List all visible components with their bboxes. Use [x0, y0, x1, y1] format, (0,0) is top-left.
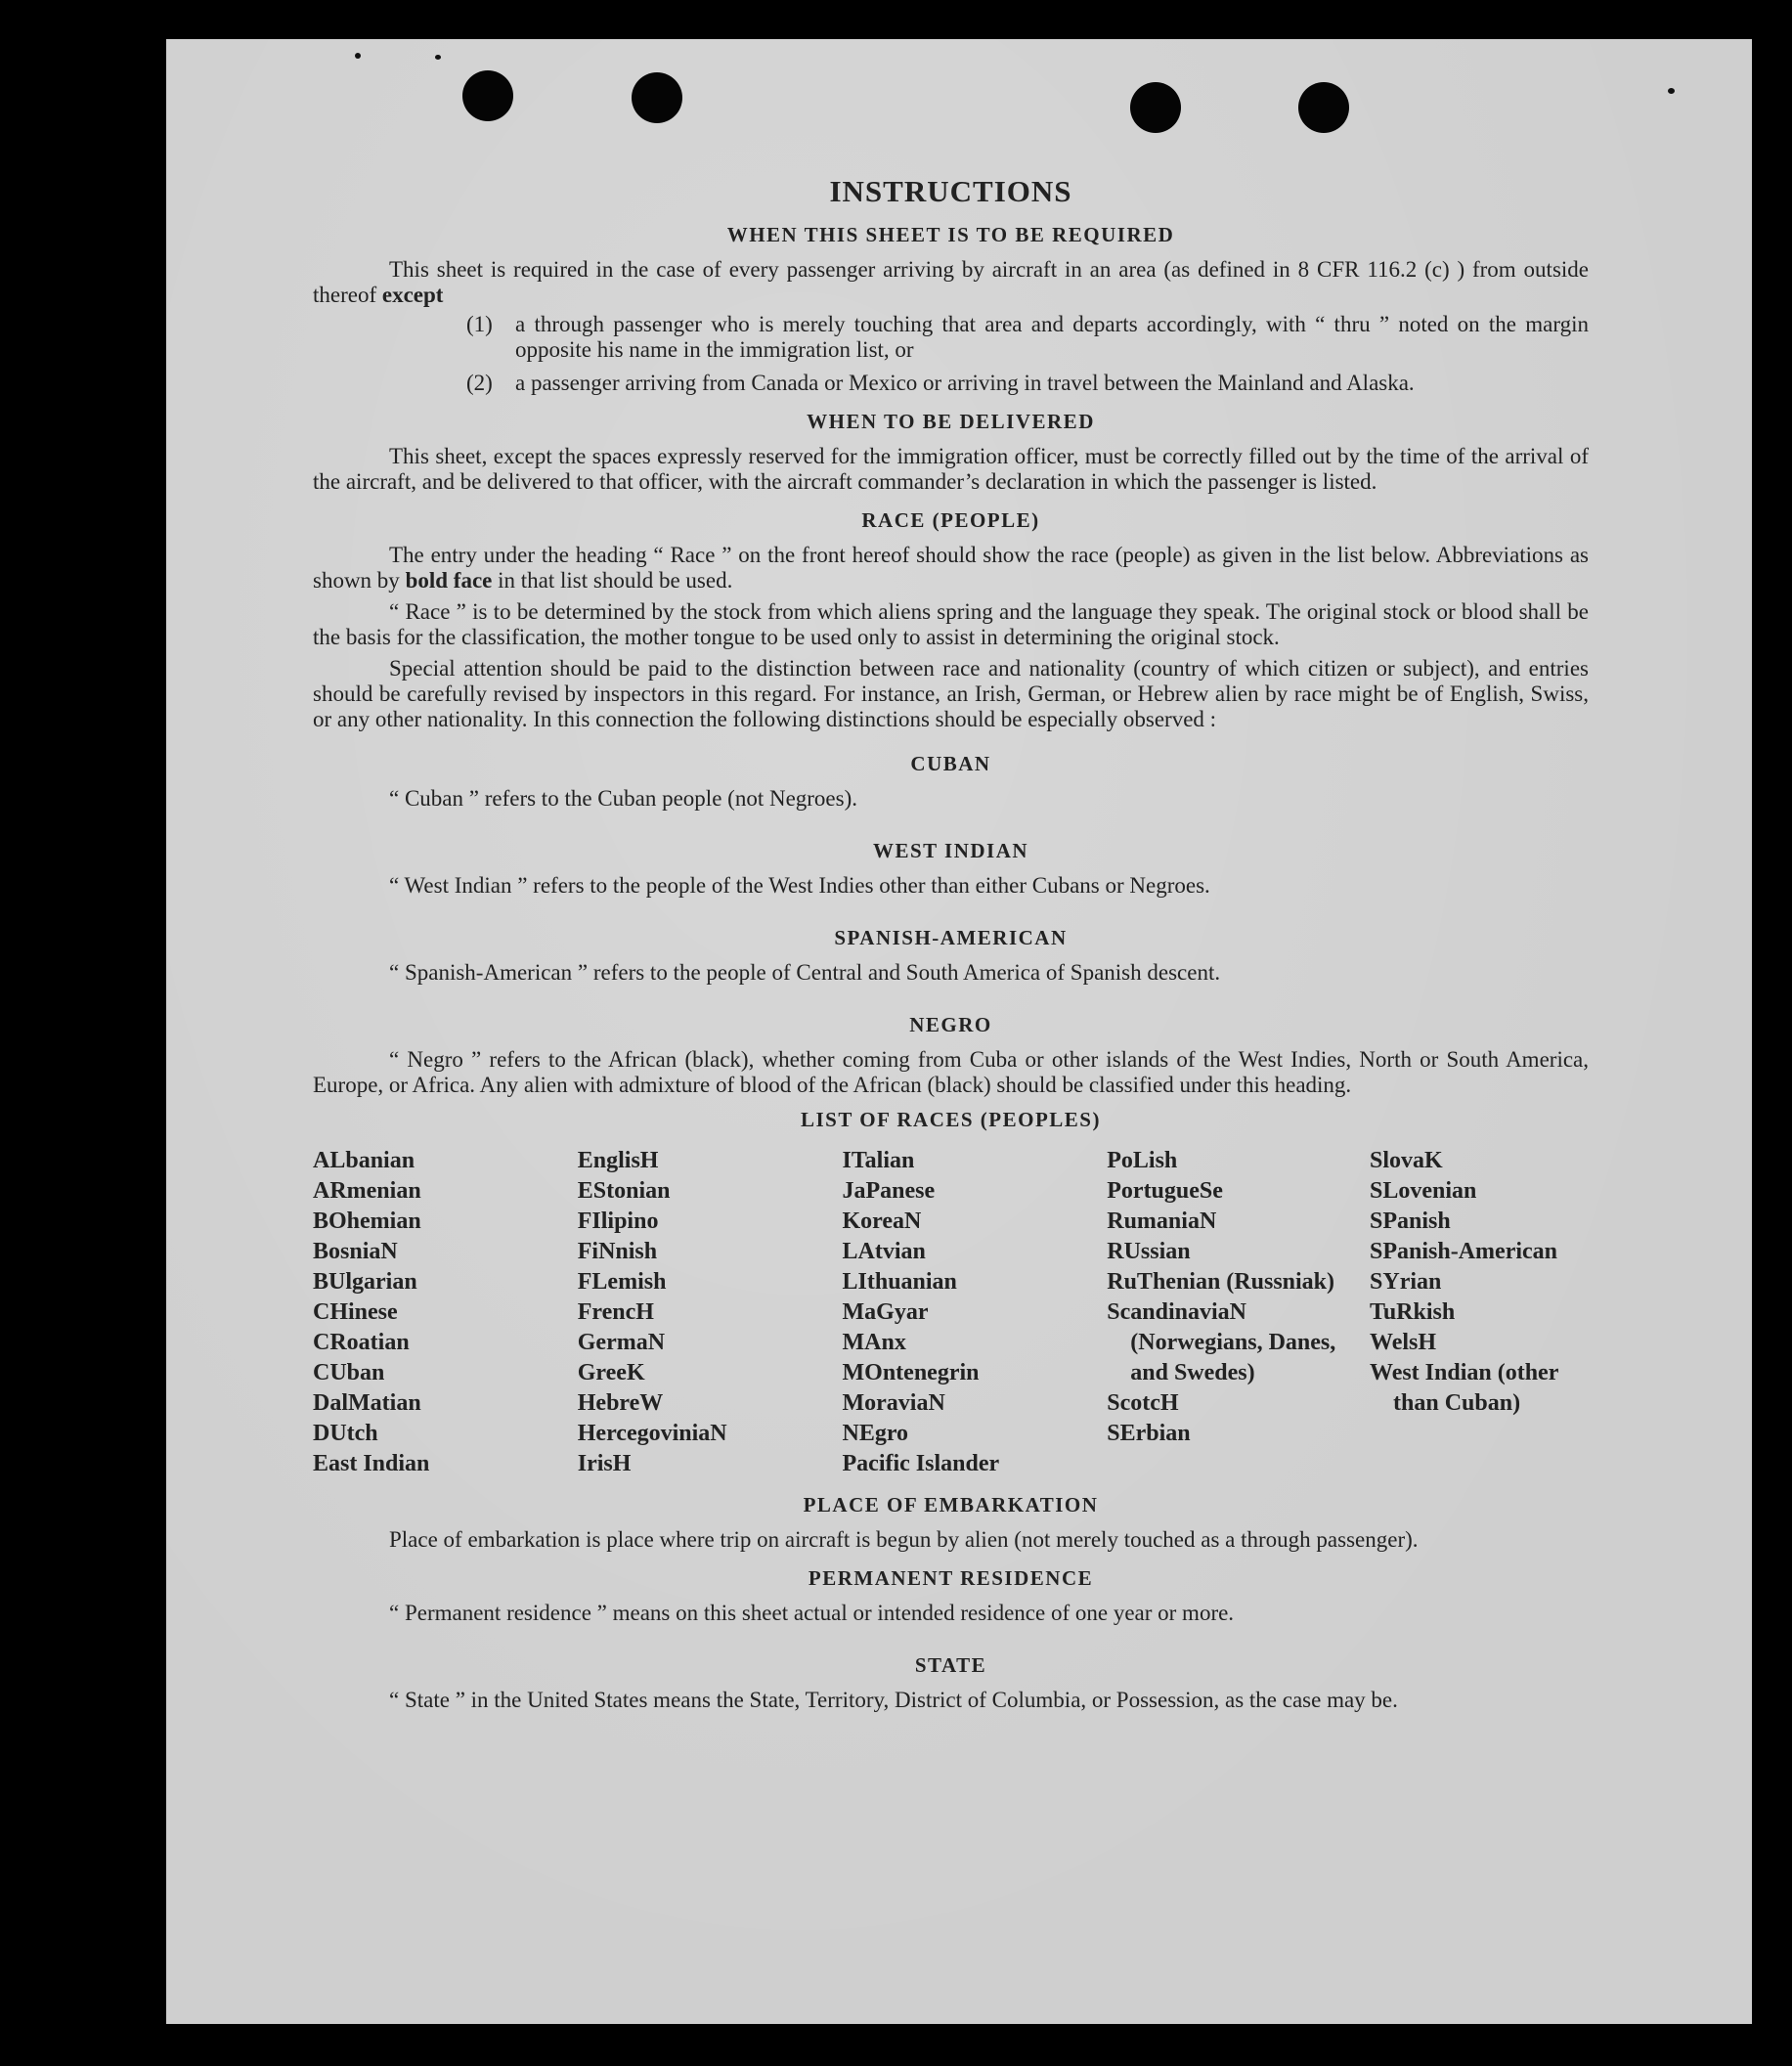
section-heading: RACE (PEOPLE): [861, 508, 1040, 532]
punch-hole: [1298, 82, 1349, 133]
item-number: (1): [466, 312, 493, 336]
section-heading: NEGRO: [909, 1013, 992, 1036]
intro-bold: except: [381, 283, 444, 307]
speck: [355, 53, 361, 59]
races-column: [313, 1146, 578, 1479]
paragraph: This sheet, except the spaces expressly reserved for the immigration officer, must be correctly filled out by the time of the arrival of the aircraft, and be delivered to that officer, with the aircraft commander’s declaration in which the passenger is listed.: [313, 444, 1589, 494]
paragraph: “ West Indian ” refers to the people of the West Indies other than either Cubans or Negroes.: [389, 873, 1210, 898]
section-heading: WHEN THIS SHEET IS TO BE REQUIRED: [726, 223, 1175, 246]
race-entry: RumaniaN: [1107, 1209, 1217, 1234]
race-entry: ARmenian: [313, 1178, 421, 1204]
race-entry: ITalian: [842, 1148, 915, 1173]
race-entry: JaPanese: [842, 1178, 936, 1204]
section-heading: WHEN TO BE DELIVERED: [807, 410, 1095, 433]
race-entry: LAtvian: [842, 1239, 926, 1264]
race-entry: BosniaN: [313, 1239, 398, 1264]
races-column: [578, 1146, 843, 1479]
race-entry: KoreaN: [842, 1209, 922, 1234]
speck: [435, 55, 441, 60]
item-text: a through passenger who is merely touching that area and departs accordingly, with “ thru ” noted on the margin opposite his name in the immigration list, or: [515, 312, 1589, 362]
text-run: in that list should be used.: [498, 568, 733, 593]
race-entry: PoLish: [1107, 1148, 1178, 1173]
race-entry: SPanish: [1370, 1209, 1451, 1234]
section-heading: LIST OF RACES (PEOPLES): [801, 1108, 1101, 1131]
section-heading: PLACE OF EMBARKATION: [803, 1493, 1099, 1517]
races-column: [843, 1146, 1108, 1479]
paragraph: Place of embarkation is place where trip on aircraft is begun by alien (not merely touched as a through passenger).: [389, 1527, 1419, 1552]
paragraph: Special attention should be paid to the distinction between race and nationality (country of which citizen or subject), and entries should be carefully revised by inspectors in this regard. For instance, an Irish, German, or Hebrew alien by race might be of English, Swiss, or any other nationality. In this connection the following distinctions should be especially observed :: [313, 656, 1589, 731]
punch-hole: [632, 72, 682, 123]
paragraph: “ Spanish-American ” refers to the people of Central and South America of Spanish descent.: [389, 960, 1221, 985]
paragraph: “ Race ” is to be determined by the stock from which aliens spring and the language they speak. The original stock or blood shall be the basis for the classification, the mother tongue to be used only to assist in determining the original stock.: [313, 599, 1589, 649]
speck: [1668, 88, 1675, 94]
race-entry: West Indian (other than Cuban): [1370, 1360, 1558, 1416]
instructions-content: [313, 174, 1589, 1713]
race-entry: RUssian: [1107, 1239, 1191, 1264]
document-page: [166, 39, 1752, 2024]
race-entry: RuThenian (Russniak): [1107, 1269, 1335, 1295]
race-entry: TuRkish: [1370, 1299, 1456, 1325]
text-run: The entry under the heading “ Race ” on the front hereof should show the race (people) as given in the list below. Abbreviations as shown by: [313, 543, 1589, 593]
race-entry: SErbian: [1107, 1421, 1191, 1446]
section-heading: STATE: [914, 1653, 987, 1677]
paragraph: “ Cuban ” refers to the Cuban people (not Negroes).: [389, 786, 858, 811]
race-entry: CUban: [313, 1360, 385, 1385]
race-entry: FiNnish: [577, 1239, 658, 1264]
race-entry: HercegoviniaN: [577, 1421, 727, 1446]
race-entry: MaGyar: [842, 1299, 929, 1325]
race-entry: ScandinaviaN (Norwegians, Danes, and Swedes): [1107, 1299, 1336, 1385]
race-entry: FIlipino: [577, 1209, 659, 1234]
race-entry: MOntenegrin: [842, 1360, 980, 1385]
race-entry: EnglisH: [577, 1148, 659, 1173]
race-entry: SlovaK: [1370, 1148, 1443, 1173]
race-entry: SLovenian: [1370, 1178, 1477, 1204]
list-item: [466, 312, 1589, 363]
race-entry: HebreW: [577, 1390, 664, 1416]
section-heading: SPANISH-AMERICAN: [834, 926, 1068, 949]
paragraph: “ Negro ” refers to the African (black), whether coming from Cuba or other islands of the West Indies, North or South America, Europe, or Africa. Any alien with admixture of blood of the African (black) should be classified under this heading.: [313, 1047, 1589, 1097]
race-entry: GermaN: [577, 1330, 666, 1355]
race-entry: EStonian: [577, 1178, 671, 1204]
punch-hole: [462, 70, 513, 121]
race-entry: FrencH: [577, 1299, 654, 1325]
bold-run: bold face: [405, 568, 493, 593]
paragraph: “ State ” in the United States means the State, Territory, District of Columbia, or Possession, as the case may be.: [389, 1688, 1398, 1712]
race-entry: BUlgarian: [313, 1269, 417, 1295]
intro-text: This sheet is required in the case of every passenger arriving by aircraft in an area (as defined in 8 CFR 116.2 (c) ) from outside thereof: [313, 257, 1589, 307]
race-entry: GreeK: [577, 1360, 645, 1385]
punch-hole: [1130, 82, 1181, 133]
race-entry: WelsH: [1370, 1330, 1437, 1355]
race-entry: CRoatian: [313, 1330, 410, 1355]
item-text: a passenger arriving from Canada or Mexico or arriving in travel between the Mainland and Alaska.: [515, 371, 1415, 395]
race-entry: ScotcH: [1107, 1390, 1179, 1416]
race-entry: MAnx: [842, 1330, 906, 1355]
item-number: (2): [466, 371, 493, 395]
race-entry: LIthuanian: [842, 1269, 957, 1295]
section-heading: WEST INDIAN: [872, 839, 1029, 862]
paragraph: “ Permanent residence ” means on this sheet actual or intended residence of one year or more.: [389, 1601, 1235, 1625]
race-entry: DUtch: [313, 1421, 378, 1446]
race-entry: CHinese: [313, 1299, 398, 1325]
race-entry: NEgro: [842, 1421, 909, 1446]
race-entry: IrisH: [577, 1451, 632, 1476]
race-entry: BOhemian: [313, 1209, 421, 1234]
section-heading: CUBAN: [910, 752, 991, 775]
races-column: [1370, 1146, 1589, 1479]
race-entry: SYrian: [1370, 1269, 1442, 1295]
paragraph: [313, 257, 1589, 308]
race-entry: DalMatian: [313, 1390, 421, 1416]
race-entry: PortugueSe: [1107, 1178, 1223, 1204]
race-entry: Pacific Islander: [842, 1451, 1000, 1476]
race-entry: SPanish-American: [1370, 1239, 1558, 1264]
page-title: INSTRUCTIONS: [829, 174, 1072, 208]
paragraph: [313, 543, 1589, 593]
race-entry: ALbanian: [313, 1148, 415, 1173]
race-entry: MoraviaN: [842, 1390, 945, 1416]
races-list: [313, 1146, 1589, 1479]
race-entry: East Indian: [313, 1451, 430, 1476]
race-entry: FLemish: [577, 1269, 667, 1295]
section-heading: PERMANENT RESIDENCE: [808, 1566, 1094, 1590]
races-column: [1107, 1146, 1370, 1479]
list-item: [466, 371, 1589, 396]
